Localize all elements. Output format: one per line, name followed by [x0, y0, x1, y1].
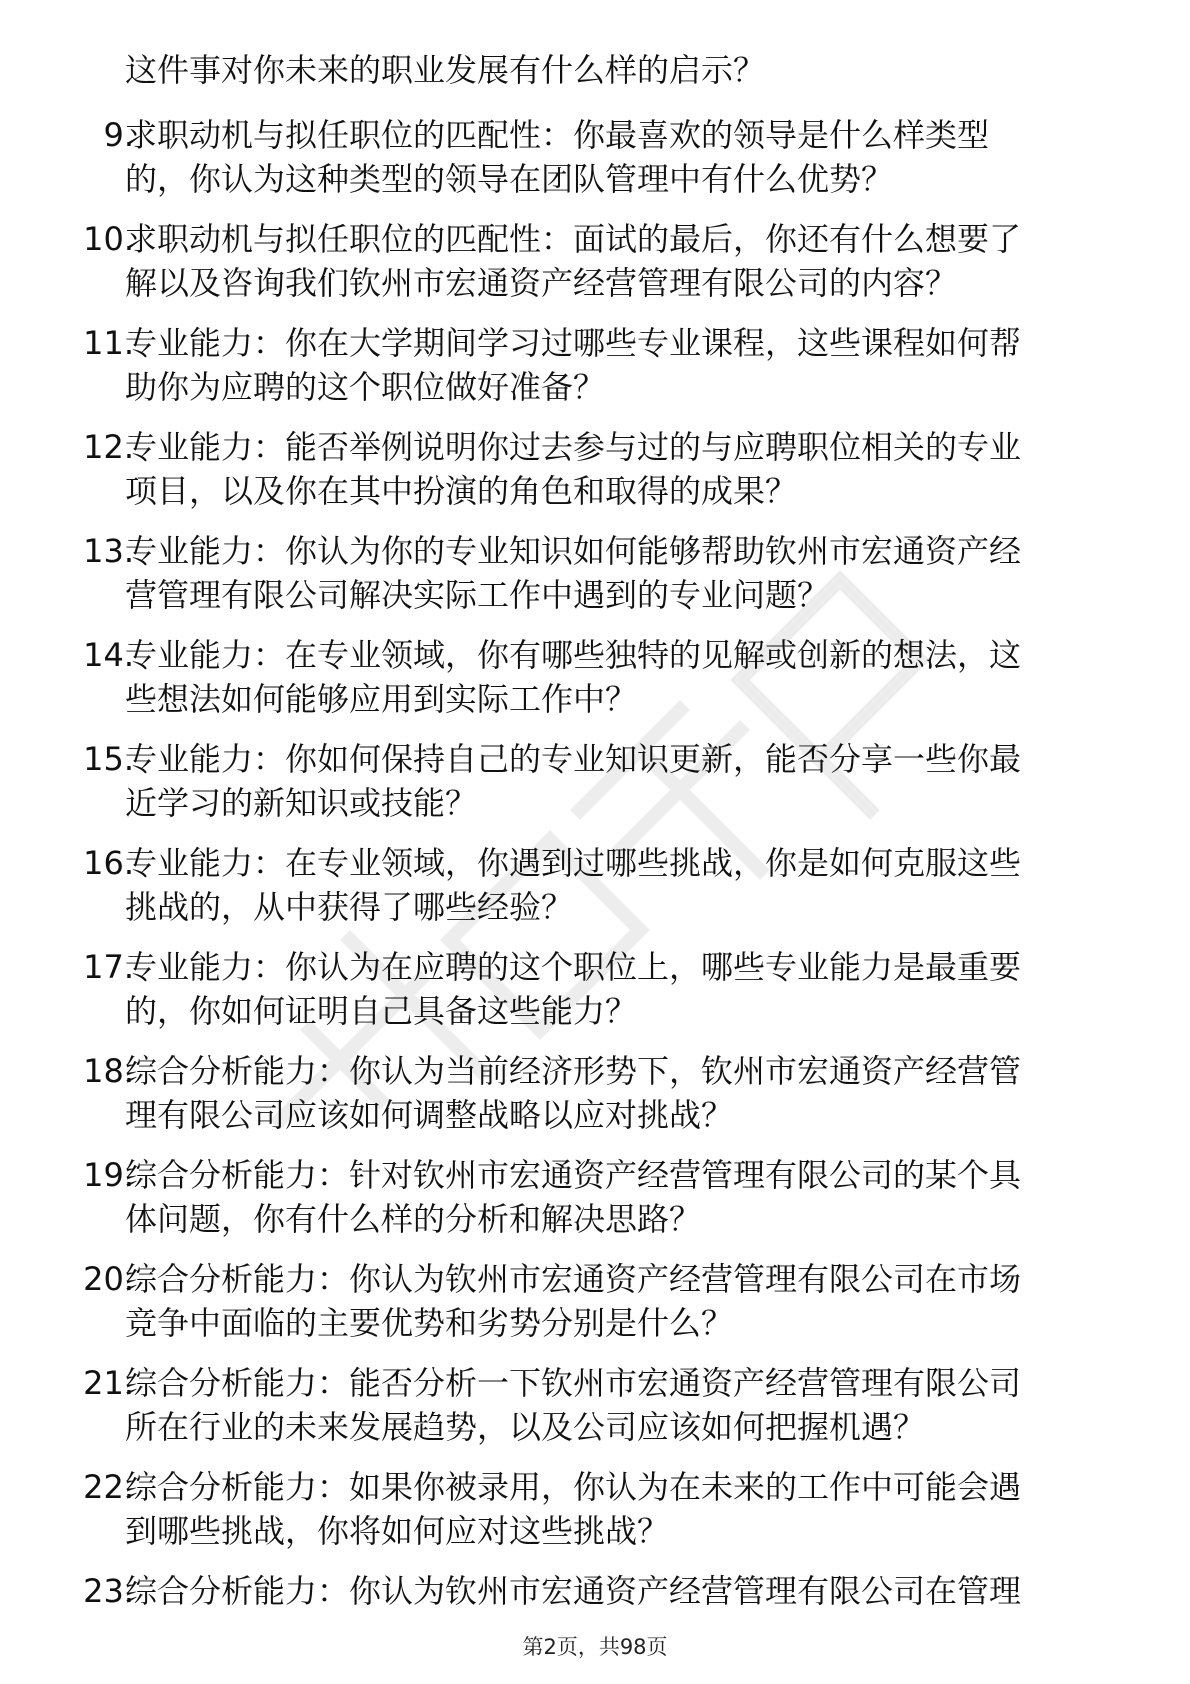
question-text: [125, 1569, 1110, 1613]
question-text-line: 专业能力：能否举例说明你过去参与过的与应聘职位相关的专业: [125, 428, 1022, 466]
question-text-line: 专业能力：你认为你的专业知识如何能够帮助钦州市宏通资产经: [125, 532, 1022, 570]
question-text: [125, 1153, 1110, 1241]
question-number: 17.: [83, 948, 134, 986]
question-number: 21.: [83, 1364, 134, 1402]
question-number: 20.: [83, 1260, 134, 1298]
question-number: 19.: [83, 1156, 134, 1194]
question-text: [125, 737, 1110, 825]
question-text-line: 专业能力：你认为在应聘的这个职位上，哪些专业能力是最重要: [125, 948, 1022, 986]
question-text-line: 专业能力：在专业领域，你遇到过哪些挑战，你是如何克服这些: [125, 844, 1022, 882]
question-item: [0, 1257, 1190, 1361]
question-text-line: 些想法如何能够应用到实际工作中？: [125, 680, 638, 718]
question-text: [125, 113, 1110, 201]
question-item: [0, 529, 1190, 633]
question-item: [0, 945, 1190, 1049]
question-number: 23.: [83, 1572, 134, 1610]
question-text-line: 求职动机与拟任职位的匹配性：面试的最后，你还有什么想要了: [125, 220, 1022, 258]
question-item: [0, 1465, 1190, 1569]
question-number: 11.: [83, 324, 134, 362]
question-text-line: 的，你认为这种类型的领导在团队管理中有什么优势？: [125, 160, 894, 198]
question-text: [125, 633, 1110, 721]
continuation-text: 这件事对你未来的职业发展有什么样的启示？: [125, 51, 766, 89]
question-item: [0, 737, 1190, 841]
question-text: [125, 321, 1110, 409]
question-number: 9.: [103, 116, 134, 154]
question-text-line: 助你为应聘的这个职位做好准备？: [125, 368, 606, 406]
question-number: 14.: [83, 636, 134, 674]
question-number: 10.: [83, 220, 134, 258]
question-text-line: 综合分析能力：针对钦州市宏通资产经营管理有限公司的某个具: [125, 1156, 1022, 1194]
question-number: 12.: [83, 428, 134, 466]
question-item: [0, 425, 1190, 529]
question-item: [0, 217, 1190, 321]
question-text-line: 到哪些挑战，你将如何应对这些挑战？: [125, 1512, 670, 1550]
question-text: [125, 1465, 1110, 1553]
question-text-line: 营管理有限公司解决实际工作中遇到的专业问题？: [125, 576, 830, 614]
question-number: 16.: [83, 844, 134, 882]
question-text-line: 综合分析能力：你认为钦州市宏通资产经营管理有限公司在管理: [125, 1572, 1022, 1610]
page-footer: 第2页，共98页: [522, 1635, 668, 1659]
question-text-line: 竞争中面临的主要优势和劣势分别是什么？: [125, 1304, 734, 1342]
question-text: [125, 945, 1110, 1033]
question-text: [125, 425, 1110, 513]
question-text-line: 理有限公司应该如何调整战略以应对挑战？: [125, 1096, 734, 1134]
question-text-line: 体问题，你有什么样的分析和解决思路？: [125, 1200, 702, 1238]
question-text-line: 综合分析能力：如果你被录用，你认为在未来的工作中可能会遇: [125, 1468, 1022, 1506]
question-text-line: 专业能力：你在大学期间学习过哪些专业课程，这些课程如何帮: [125, 324, 1022, 362]
question-item: [0, 1361, 1190, 1465]
question-text-line: 所在行业的未来发展趋势，以及公司应该如何把握机遇？: [125, 1408, 926, 1446]
question-text-line: 专业能力：在专业领域，你有哪些独特的见解或创新的想法，这: [125, 636, 1022, 674]
question-text: [125, 529, 1110, 617]
question-text: [125, 841, 1110, 929]
question-text-line: 求职动机与拟任职位的匹配性：你最喜欢的领导是什么样类型: [125, 116, 990, 154]
question-item: [0, 1049, 1190, 1153]
question-number: 22.: [83, 1468, 134, 1506]
question-text-line: 解以及咨询我们钦州市宏通资产经营管理有限公司的内容？: [125, 264, 958, 302]
question-list: [0, 113, 1190, 1673]
question-text-line: 专业能力：你如何保持自己的专业知识更新，能否分享一些你最: [125, 740, 1022, 778]
question-text: [125, 1257, 1110, 1345]
question-item: [0, 1153, 1190, 1257]
question-item: [0, 113, 1190, 217]
question-text-line: 挑战的，从中获得了哪些经验？: [125, 888, 574, 926]
question-text-line: 综合分析能力：你认为当前经济形势下，钦州市宏通资产经营管: [125, 1052, 1022, 1090]
question-item: [0, 321, 1190, 425]
question-item: [0, 841, 1190, 945]
question-text-line: 项目，以及你在其中扮演的角色和取得的成果？: [125, 472, 798, 510]
question-text-line: 的，你如何证明自己具备这些能力？: [125, 992, 638, 1030]
question-text-line: 综合分析能力：你认为钦州市宏通资产经营管理有限公司在市场: [125, 1260, 1022, 1298]
question-number: 13.: [83, 532, 134, 570]
question-number: 18.: [83, 1052, 134, 1090]
question-text-line: 综合分析能力：能否分析一下钦州市宏通资产经营管理有限公司: [125, 1364, 1022, 1402]
question-item: [0, 633, 1190, 737]
question-number: 15.: [83, 740, 134, 778]
question-text: [125, 1049, 1110, 1137]
question-text-line: 近学习的新知识或技能？: [125, 784, 478, 822]
question-text: [125, 217, 1110, 305]
question-text: [125, 1361, 1110, 1449]
